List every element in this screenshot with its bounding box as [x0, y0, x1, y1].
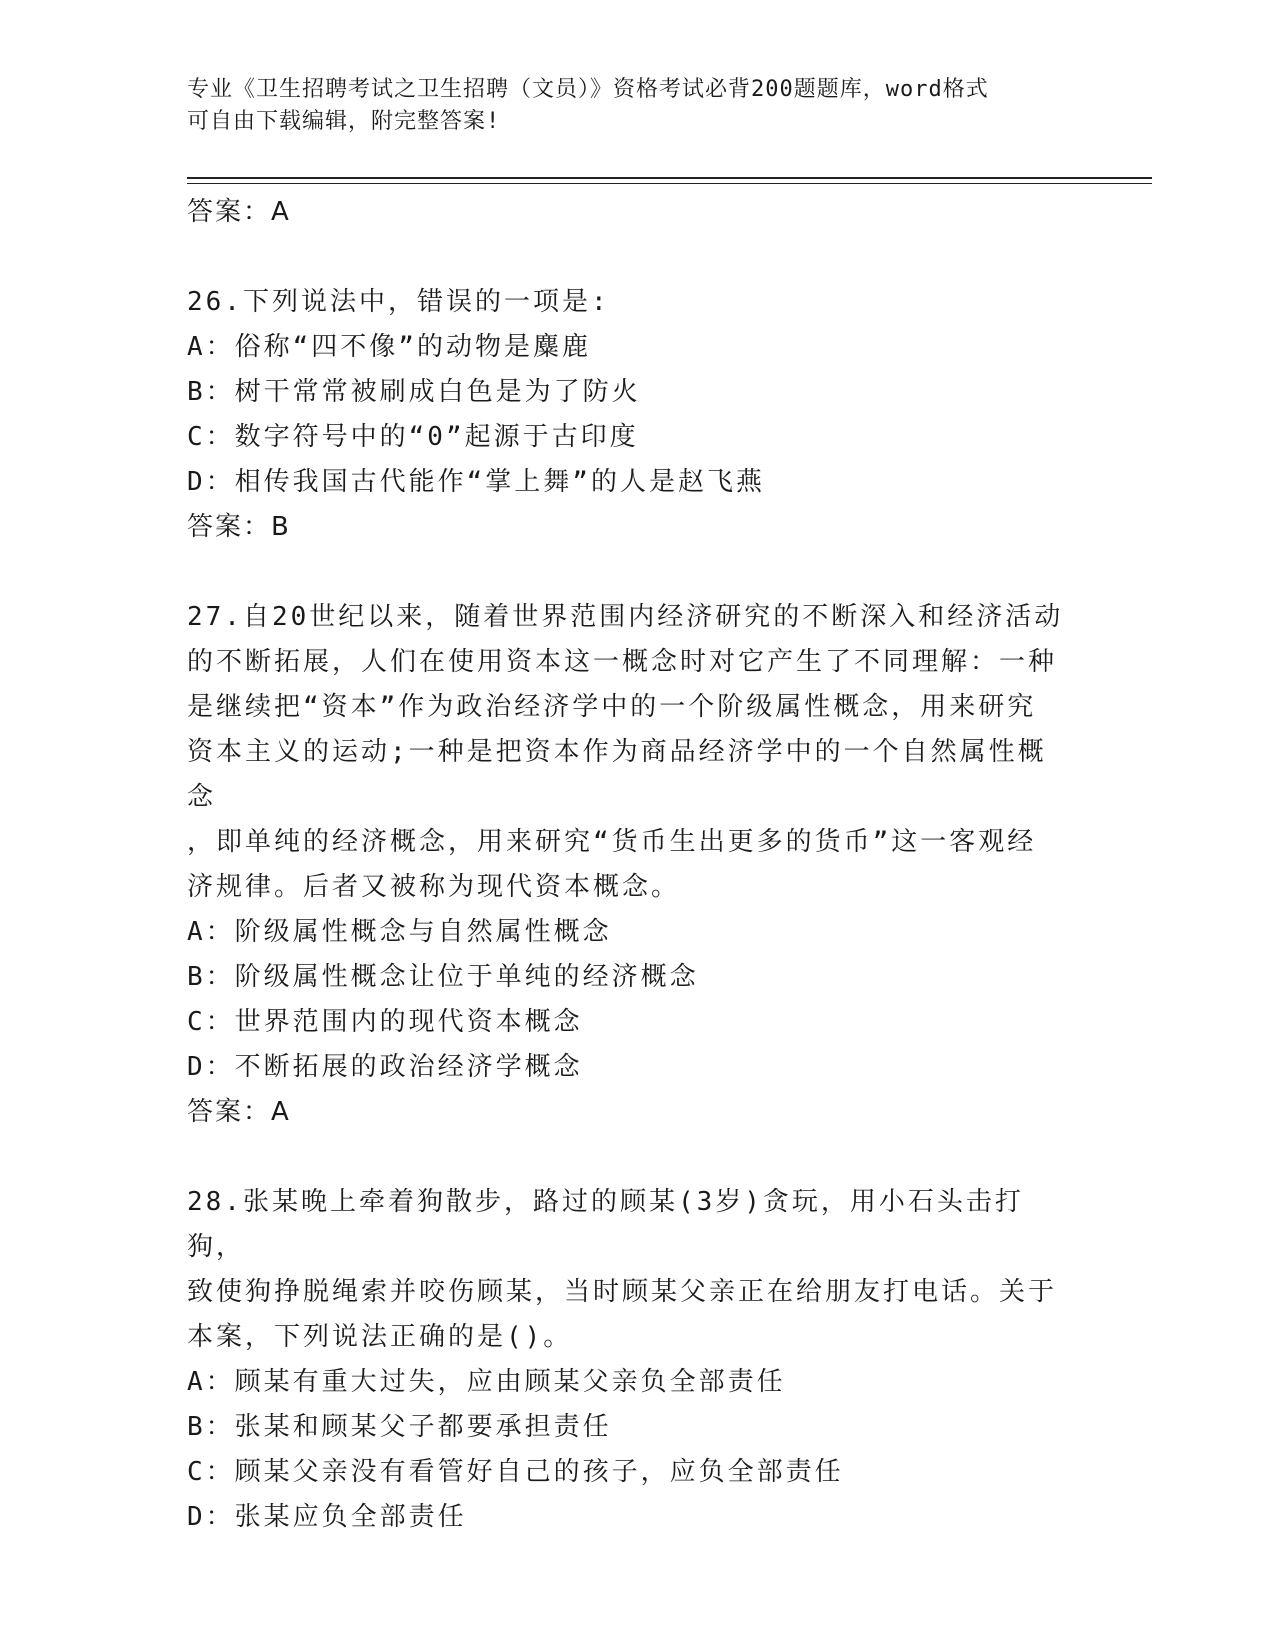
- header-line-1: 专业《卫生招聘考试之卫生招聘（文员）》资格考试必背200题题库，word格式: [187, 77, 989, 102]
- option-d: D：不断拓展的政治经济学概念: [187, 1052, 583, 1082]
- option-c: C：顾某父亲没有看管好自己的孩子，应负全部责任: [187, 1457, 844, 1487]
- page-header: [187, 74, 1067, 138]
- answer-27: 答案：A: [187, 1097, 291, 1127]
- spacer: [187, 550, 1067, 595]
- question-stem-line: 27.自20世纪以来，随着世界范围内经济研究的不断深入和经济活动: [187, 602, 1064, 632]
- option-b: B：阶级属性概念让位于单纯的经济概念: [187, 962, 699, 992]
- question-stem-line: 资本主义的运动;一种是把资本作为商品经济学中的一个自然属性概念: [187, 737, 1047, 812]
- header-divider-thin: [187, 183, 1152, 184]
- answer-26: 答案：B: [187, 512, 291, 542]
- question-stem: 26.下列说法中，错误的一项是:: [187, 287, 610, 317]
- option-a: A：俗称“四不像”的动物是麋鹿: [187, 332, 591, 362]
- question-26: [187, 280, 1067, 550]
- option-b: B：树干常常被刷成白色是为了防火: [187, 377, 641, 407]
- option-a: A：顾某有重大过失，应由顾某父亲负全部责任: [187, 1367, 786, 1397]
- option-b: B：张某和顾某父子都要承担责任: [187, 1412, 612, 1442]
- spacer: [187, 1135, 1067, 1180]
- answer-prev: 答案：A: [187, 197, 291, 227]
- option-d: D：相传我国古代能作“掌上舞”的人是赵飞燕: [187, 467, 765, 497]
- question-stem-line: 本案，下列说法正确的是()。: [187, 1322, 573, 1352]
- question-stem-line: 28.张某晚上牵着狗散步，路过的顾某(3岁)贪玩，用小石头击打狗，: [187, 1187, 1024, 1262]
- question-stem-line: 致使狗挣脱绳索并咬伤顾某，当时顾某父亲正在给朋友打电话。关于: [187, 1277, 1058, 1307]
- header-divider-thick: [187, 177, 1152, 179]
- question-stem-line: ，即单纯的经济概念，用来研究“货币生出更多的货币”这一客观经: [187, 827, 1037, 857]
- question-28: [187, 1180, 1067, 1540]
- option-d: D：张某应负全部责任: [187, 1502, 467, 1532]
- question-content: [187, 190, 1067, 1540]
- question-stem-line: 的不断拓展，人们在使用资本这一概念时对它产生了不同理解：一种: [187, 647, 1058, 677]
- option-a: A：阶级属性概念与自然属性概念: [187, 917, 612, 947]
- spacer: [187, 235, 1067, 280]
- option-c: C：数字符号中的“0”起源于古印度: [187, 422, 639, 452]
- question-stem-line: 济规律。后者又被称为现代资本概念。: [187, 872, 681, 902]
- question-stem-line: 是继续把“资本”作为政治经济学中的一个阶级属性概念，用来研究: [187, 692, 1037, 722]
- question-27: [187, 595, 1067, 1135]
- option-c: C：世界范围内的现代资本概念: [187, 1007, 583, 1037]
- header-line-2: 可自由下载编辑，附完整答案!: [187, 109, 501, 134]
